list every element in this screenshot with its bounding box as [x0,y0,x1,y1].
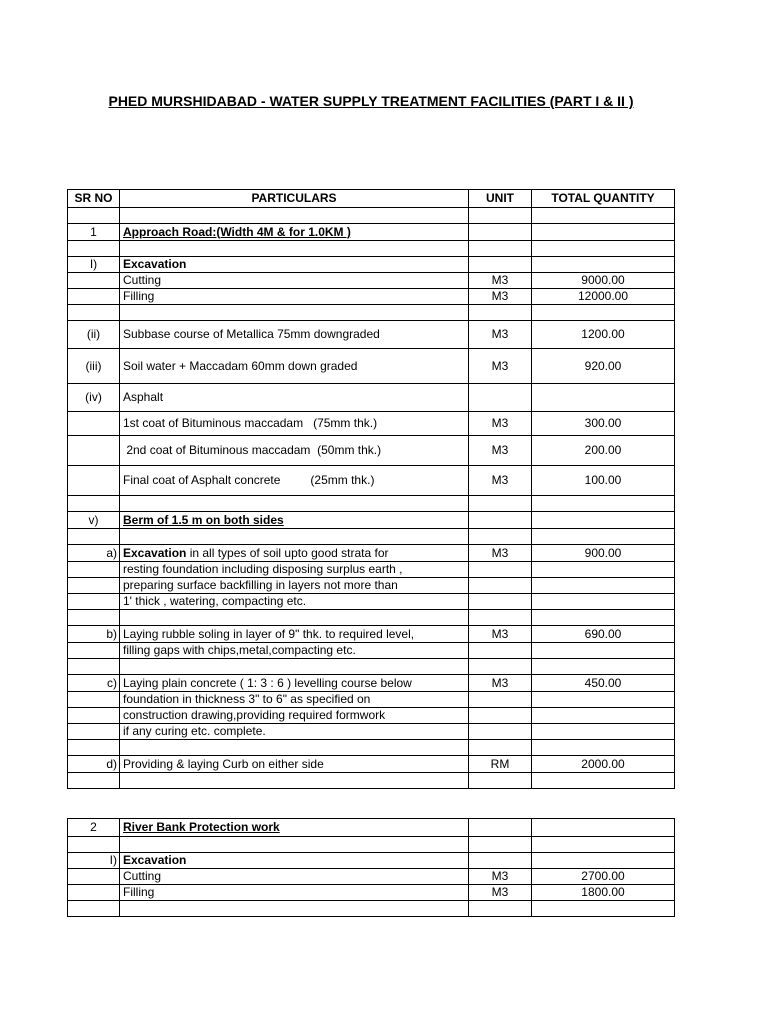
table-row [68,224,675,241]
table-row [68,724,675,740]
sr-cell: d) [68,756,120,773]
table-row [68,773,675,789]
item-text: if any curing etc. complete. [120,724,469,740]
header-particulars: PARTICULARS [120,190,469,208]
header-sr: SR NO [68,190,120,208]
qty-cell: 1200.00 [532,321,675,349]
qty-cell: 100.00 [532,466,675,496]
item-bold-label: Excavation [123,545,187,560]
qty-cell: 900.00 [532,545,675,562]
unit-cell: M3 [469,626,532,643]
item-text: resting foundation including disposing surplus earth , [120,562,469,578]
qty-cell: 2700.00 [532,869,675,885]
quantity-table [67,189,675,789]
qty-cell: 12000.00 [532,289,675,305]
item-label: Providing & laying Curb on either side [120,756,469,773]
table-row [68,659,675,675]
table-row [68,819,675,837]
unit-cell: M3 [469,869,532,885]
item-label: Filling [120,289,469,305]
sr-cell: (ii) [68,321,120,349]
table-row [68,512,675,529]
table-row [68,578,675,594]
table-row [68,869,675,885]
table-row [68,349,675,384]
header-qty: TOTAL QUANTITY [532,190,675,208]
table-row [68,545,675,562]
unit-cell: M3 [469,885,532,901]
item-text: Laying rubble soling in layer of 9" thk. to required level, [120,626,469,643]
item-title: Berm of 1.5 m on both sides [120,512,469,529]
qty-cell: 300.00 [532,412,675,436]
table-row [68,289,675,305]
table-row [68,496,675,512]
sr-cell: a) [68,545,120,562]
section-title: River Bank Protection work [120,819,469,837]
table-row [68,321,675,349]
sr-cell: I) [68,257,120,273]
item-text: Laying plain concrete ( 1: 3 : 6 ) levelling course below [120,675,469,692]
table-row [68,529,675,545]
item-text: 1' thick , watering, compacting etc. [120,594,469,610]
unit-cell: M3 [469,675,532,692]
table-row [68,692,675,708]
table-row [68,675,675,692]
unit-cell: M3 [469,349,532,384]
sr-cell: b) [68,626,120,643]
table-row [68,257,675,273]
table-row [68,643,675,659]
qty-cell: 450.00 [532,675,675,692]
item-label: 1st coat of Bituminous maccadam (75mm thk.) [120,412,469,436]
unit-cell: M3 [469,273,532,289]
table-row [68,626,675,643]
qty-cell: 200.00 [532,436,675,466]
item-label: Cutting [120,869,469,885]
item-text: preparing surface backfilling in layers not more than [120,578,469,594]
unit-cell: RM [469,756,532,773]
table-row [68,466,675,496]
table-row [68,708,675,724]
item-label [120,545,469,562]
qty-cell: 2000.00 [532,756,675,773]
unit-cell: M3 [469,466,532,496]
sr-cell: 1 [68,224,120,241]
sr-cell: 2 [68,819,120,837]
table-row [68,384,675,412]
item-text: foundation in thickness 3" to 6" as specified on [120,692,469,708]
table-row [68,901,675,917]
item-text: in all types of soil upto good strata for [186,545,389,560]
item-text: construction drawing,providing required formwork [120,708,469,724]
sr-cell: I) [68,853,120,869]
table-row [68,885,675,901]
page-title: PHED MURSHIDABAD - WATER SUPPLY TREATMENT FACILITIES (PART I & II ) [108,93,634,109]
qty-cell: 9000.00 [532,273,675,289]
table-row [68,853,675,869]
table-row [68,305,675,321]
sr-cell: (iv) [68,384,120,412]
table-row [68,756,675,773]
unit-cell: M3 [469,436,532,466]
item-label: Filling [120,885,469,901]
table-row [68,273,675,289]
item-label: Asphalt [120,384,469,412]
table-row [68,837,675,853]
table-row [68,241,675,257]
sr-cell: (iii) [68,349,120,384]
qty-cell: 1800.00 [532,885,675,901]
item-label: Soil water + Maccadam 60mm down graded [120,349,469,384]
unit-cell: M3 [469,412,532,436]
table-row [68,594,675,610]
table-row [68,436,675,466]
item-text: filling gaps with chips,metal,compacting etc. [120,643,469,659]
item-title: Excavation [120,853,469,869]
table-row [68,208,675,224]
section-title: Approach Road:(Width 4M & for 1.0KM ) [120,224,469,241]
header-unit: UNIT [469,190,532,208]
table-row [68,610,675,626]
table-row [68,412,675,436]
qty-cell: 690.00 [532,626,675,643]
table-row [68,740,675,756]
item-label: Subbase course of Metallica 75mm downgraded [120,321,469,349]
item-label: Final coat of Asphalt concrete (25mm thk.) [120,466,469,496]
sr-cell: c) [68,675,120,692]
unit-cell: M3 [469,289,532,305]
item-title: Excavation [120,257,469,273]
table-row [68,562,675,578]
sr-cell: v) [68,512,120,529]
header-row [68,190,675,208]
unit-cell: M3 [469,545,532,562]
item-label: 2nd coat of Bituminous maccadam (50mm thk.) [120,436,469,466]
qty-cell: 920.00 [532,349,675,384]
quantity-table-part-2 [67,818,675,917]
item-label: Cutting [120,273,469,289]
unit-cell: M3 [469,321,532,349]
